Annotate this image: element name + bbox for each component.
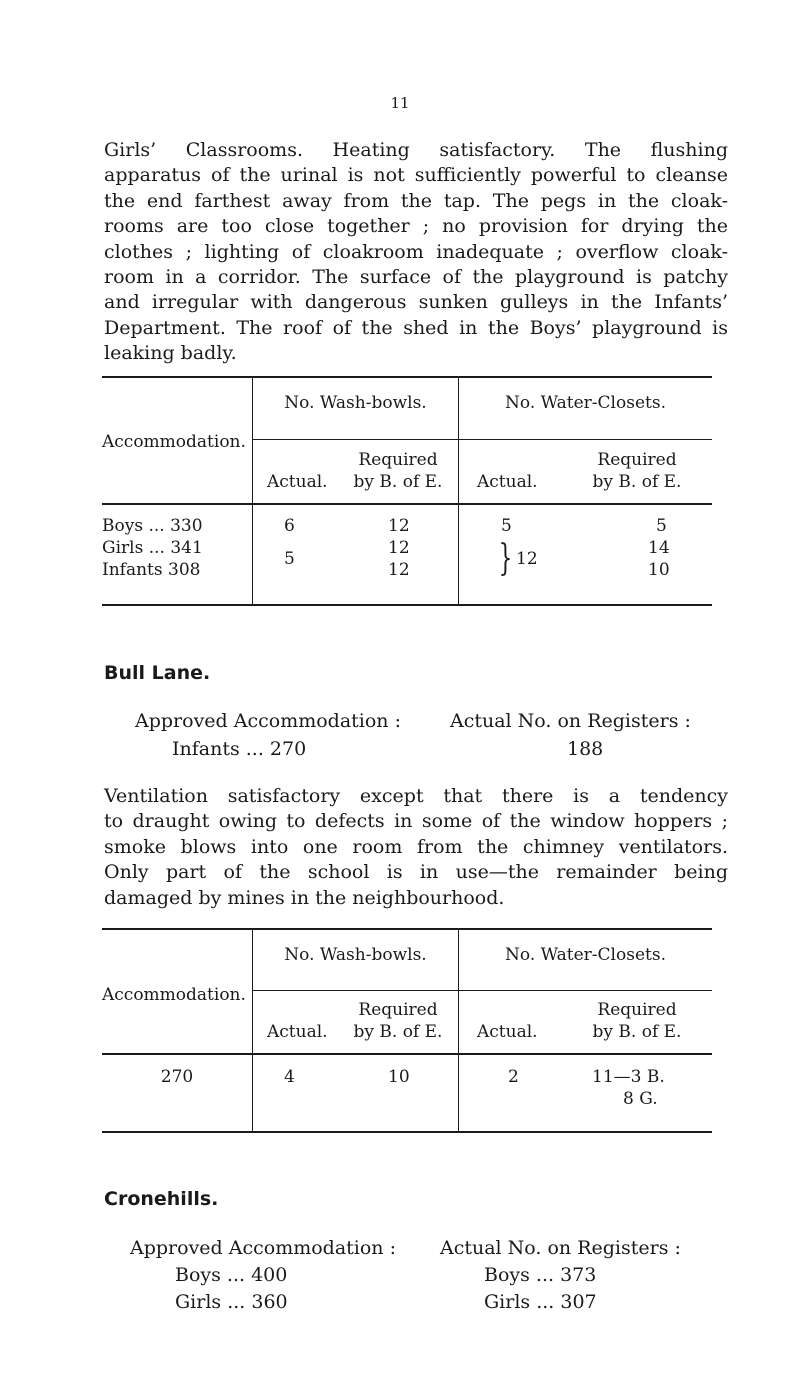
table-rule-bottom <box>102 1131 712 1133</box>
section-heading-cronehills: Cronehills. <box>104 1188 219 1210</box>
wb-required: 12 <box>388 560 410 580</box>
header-accommodation: Accommodation. <box>102 985 246 1005</box>
text-line: apparatus of the urinal is not sufficiently powerful to cleanse <box>104 164 728 187</box>
table-rule-mid <box>102 503 712 505</box>
table-rule-sub <box>253 990 712 991</box>
header-required: Required <box>358 1000 438 1020</box>
accommodation-value: 270 <box>160 1067 194 1087</box>
header-required: Required <box>358 450 438 470</box>
wc-actual-shared: 12 <box>516 549 538 569</box>
header-required: Required <box>597 450 677 470</box>
table-rule-top <box>102 928 712 930</box>
wc-required: 10 <box>648 560 670 580</box>
text-line: the end farthest away from the tap. The pegs in the cloak- <box>104 189 728 212</box>
header-wash-bowls: No. Wash-bowls. <box>284 945 427 965</box>
text-line: rooms are too close together ; no provision for drying the <box>104 215 728 238</box>
infants-approved: Infants ... 270 <box>172 738 307 760</box>
wc-required: 11—3 B. <box>592 1067 665 1087</box>
page-number: 11 <box>390 94 410 112</box>
wb-actual-shared: 5 <box>284 549 295 569</box>
infants-actual: 188 <box>567 738 604 760</box>
table-rule-sub <box>253 439 712 440</box>
header-by-b-of-e: by B. of E. <box>353 472 443 492</box>
girls-approved: Girls ... 360 <box>175 1291 288 1313</box>
table-rule-top <box>102 376 712 378</box>
intro-paragraph <box>104 138 728 367</box>
boys-actual: Boys ... 373 <box>484 1264 597 1286</box>
section-heading-bull-lane: Bull Lane. <box>104 662 211 684</box>
text-line: leaking badly. <box>104 342 237 365</box>
wb-required: 10 <box>388 1067 410 1087</box>
actual-registers-label: Actual No. on Registers : <box>440 1237 681 1259</box>
text-line: clothes ; lighting of cloakroom inadequate ; overflow cloak- <box>104 240 728 263</box>
header-accommodation: Accommodation. <box>102 432 246 452</box>
header-by-b-of-e: by B. of E. <box>353 1022 443 1042</box>
header-required: Required <box>597 1000 677 1020</box>
text-line: Only part of the school is in use—the remainder being <box>104 861 728 884</box>
row-school: Boys ... 330 <box>102 516 203 536</box>
table-rule-mid <box>102 1053 712 1055</box>
actual-registers-label: Actual No. on Registers : <box>450 710 691 732</box>
brace-icon: } <box>498 538 513 579</box>
header-actual: Actual. <box>477 1022 538 1042</box>
text-line: Ventilation satisfactory except that there is a tendency <box>104 785 728 807</box>
wc-required: 14 <box>648 538 670 558</box>
text-line: smoke blows into one room from the chimney ventilators. <box>104 835 728 858</box>
header-wash-bowls: No. Wash-bowls. <box>284 393 427 413</box>
wc-actual: 2 <box>508 1067 519 1087</box>
header-water-closets: No. Water-Closets. <box>505 945 666 965</box>
accommodation-table-2 <box>102 928 712 1138</box>
text-line: Girls’ Classrooms. Heating satisfactory. The flushing <box>104 139 728 161</box>
text-line: room in a corridor. The surface of the playground is patchy <box>104 266 728 289</box>
wb-actual: 4 <box>284 1067 295 1087</box>
text-line: damaged by mines in the neighbourhood. <box>104 886 505 909</box>
wb-actual: 6 <box>284 516 295 536</box>
table-rule-bottom <box>102 604 712 606</box>
row-school: Infants 308 <box>102 560 201 580</box>
header-by-b-of-e: by B. of E. <box>592 472 682 492</box>
wc-required: 5 <box>656 516 667 536</box>
header-by-b-of-e: by B. of E. <box>592 1022 682 1042</box>
bull-lane-paragraph <box>104 784 728 911</box>
wc-required: 8 G. <box>623 1089 658 1109</box>
approved-accommodation-label: Approved Accommodation : <box>130 1237 396 1259</box>
approved-accommodation-label: Approved Accommodation : <box>135 710 401 732</box>
accommodation-table-1 <box>102 376 712 606</box>
wb-required: 12 <box>388 538 410 558</box>
header-actual: Actual. <box>477 472 538 492</box>
text-line: to draught owing to defects in some of the window hoppers ; <box>104 810 728 833</box>
text-line: and irregular with dangerous sunken gulleys in the Infants’ <box>104 291 728 314</box>
header-actual: Actual. <box>267 472 328 492</box>
header-water-closets: No. Water-Closets. <box>505 393 666 413</box>
header-actual: Actual. <box>267 1022 328 1042</box>
row-school: Girls ... 341 <box>102 538 203 558</box>
wc-actual: 5 <box>501 516 512 536</box>
text-line: Department. The roof of the shed in the Boys’ playground is <box>104 316 728 339</box>
wb-required: 12 <box>388 516 410 536</box>
boys-approved: Boys ... 400 <box>175 1264 288 1286</box>
girls-actual: Girls ... 307 <box>484 1291 597 1313</box>
